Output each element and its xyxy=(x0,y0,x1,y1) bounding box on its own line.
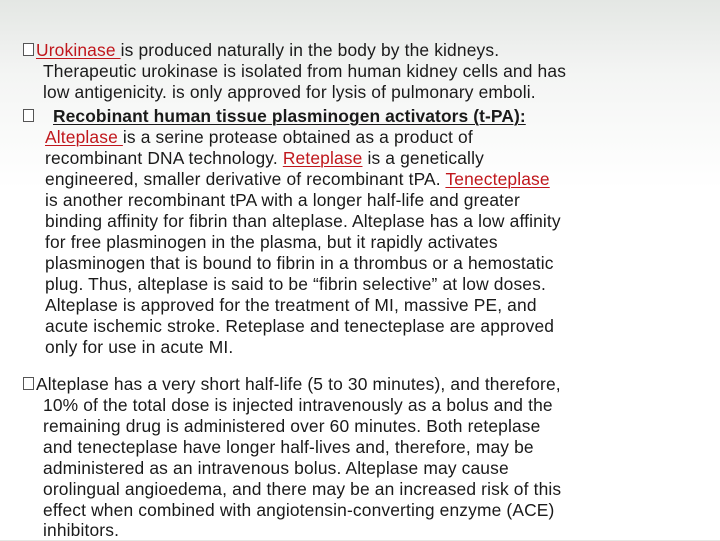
text-line: plug. Thus, alteplase is said to be “fibrin selective” at low doses. xyxy=(45,274,546,294)
text-line: 10% of the total dose is injected intravenously as a bolus and the xyxy=(43,395,553,415)
text-line: plasminogen that is bound to fibrin in a thrombus or a hemostatic xyxy=(45,253,554,273)
text-line: low antigenicity. is only approved for lysis of pulmonary emboli. xyxy=(43,82,536,102)
tenecteplase-term: Tenecteplase xyxy=(445,169,550,189)
text-span: recombinant DNA technology. xyxy=(45,148,283,168)
tpa-heading: Recobinant human tissue plasminogen activators (t-PA): xyxy=(53,106,526,126)
text-line: orolingual angioedema, and there may be an increased risk of this xyxy=(43,479,562,499)
checkbox-bullet-icon xyxy=(23,43,34,56)
text-line: binding affinity for fibrin than alteplase. Alteplase has a low affinity xyxy=(45,211,561,231)
reteplase-term: Reteplase xyxy=(282,148,363,168)
text-line: effect when combined with angiotensin-converting enzyme (ACE) xyxy=(43,500,555,520)
text-line: Alteplase has a very short half-life (5 to 30 minutes), and therefore, xyxy=(36,374,561,394)
text-span: is produced naturally in the body by the kidneys. xyxy=(120,40,500,60)
text-line: and tenecteplase have longer half-lives and, therefore, may be xyxy=(43,437,534,457)
text-line: administered as an intravenous bolus. Alteplase may cause xyxy=(43,458,509,478)
text-span: is a serine protease obtained as a product of xyxy=(122,127,473,147)
text-line: for free plasminogen in the plasma, but it rapidly activates xyxy=(45,232,498,252)
checkbox-bullet-icon xyxy=(23,377,34,390)
text-line xyxy=(36,40,499,61)
checkbox-bullet-icon xyxy=(23,109,34,122)
text-span: engineered, smaller derivative of recombinant tPA. xyxy=(45,169,446,189)
text-line: inhibitors. xyxy=(43,520,120,540)
urokinase-term: Urokinase xyxy=(36,40,121,60)
text-line xyxy=(45,148,484,169)
text-line xyxy=(45,127,473,148)
alteplase-term: Alteplase xyxy=(45,127,123,147)
text-line: Therapeutic urokinase is isolated from human kidney cells and has xyxy=(43,61,567,81)
text-line xyxy=(45,169,550,190)
text-line: Alteplase is approved for the treatment of MI, massive PE, and xyxy=(45,295,537,315)
text-span: is a genetically xyxy=(362,148,484,168)
text-line: is another recombinant tPA with a longer half-life and greater xyxy=(45,190,520,210)
text-line: only for use in acute MI. xyxy=(45,337,234,357)
text-line: remaining drug is administered over 60 minutes. Both reteplase xyxy=(43,416,541,436)
text-line: acute ischemic stroke. Reteplase and tenecteplase are approved xyxy=(45,316,555,336)
